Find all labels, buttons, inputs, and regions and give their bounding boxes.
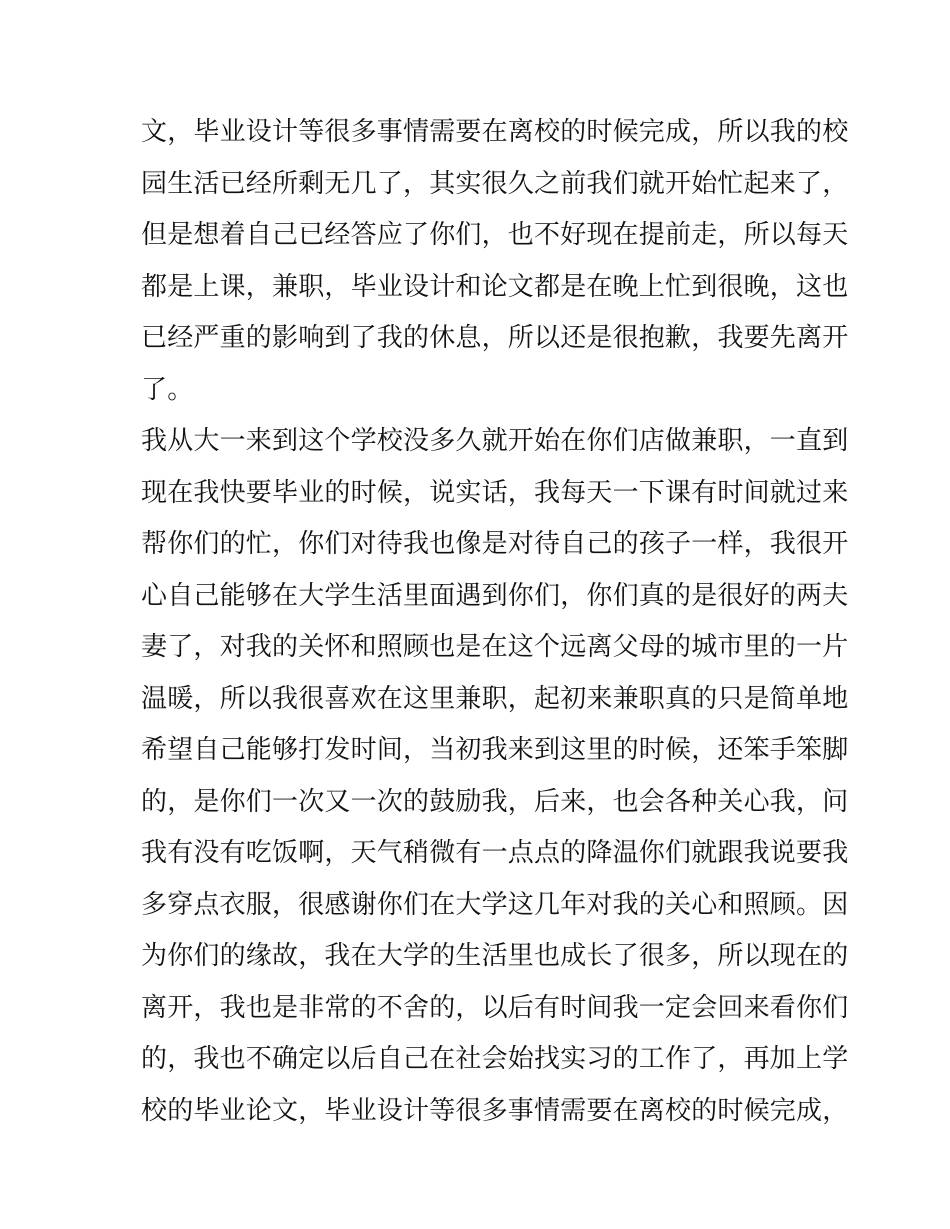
text-line: 现在我快要毕业的时候，说实话，我每天一下课有时间就过来 [141,477,849,508]
text-line: 文，毕业设计等很多事情需要在离校的时候完成，所以我的校 [141,117,849,147]
text-line: 温暖，所以我很喜欢在这里兼职，起初来兼职真的只是简单地 [141,683,849,714]
text-line: 的，我也不确定以后自己在社会始找实习的工作了，再加上学 [141,1044,849,1074]
text-line: 校的毕业论文，毕业设计等很多事情需要在离校的时候完成， [141,1095,849,1126]
text-line: 了。 [141,374,194,405]
text-line: 都是上课，兼职，毕业设计和论文都是在晚上忙到很晚，这也 [141,271,849,302]
text-line: 我有没有吃饭啊，天气稍微有一点点的降温你们就跟我说要我 [141,838,849,868]
text-line: 多穿点衣服，很感谢你们在大学这几年对我的关心和照顾。因 [141,889,849,920]
text-line: 帮你们的忙，你们对待我也像是对待自己的孩子一样，我很开 [141,529,849,559]
text-line: 为你们的缘故，我在大学的生活里也成长了很多，所以现在的 [141,941,849,971]
body-text [141,107,849,1137]
text-line: 心自己能够在大学生活里面遇到你们，你们真的是很好的两夫 [141,580,849,611]
text-line: 但是想着自己已经答应了你们，也不好现在提前走，所以每天 [141,220,849,250]
text-line: 的，是你们一次又一次的鼓励我，后来，也会各种关心我，问 [141,786,849,817]
text-line: 园生活已经所剩无几了，其实很久之前我们就开始忙起来了， [141,168,849,199]
text-line: 离开，我也是非常的不舍的，以后有时间我一定会回来看你们 [141,992,849,1023]
text-line: 希望自己能够打发时间，当初我来到这里的时候，还笨手笨脚 [141,735,849,765]
text-line: 妻了，对我的关怀和照顾也是在这个远离父母的城市里的一片 [141,632,849,662]
text-line: 已经严重的影响到了我的休息，所以还是很抱歉，我要先离开 [141,323,849,353]
text-line: 我从大一来到这个学校没多久就开始在你们店做兼职，一直到 [141,426,849,456]
